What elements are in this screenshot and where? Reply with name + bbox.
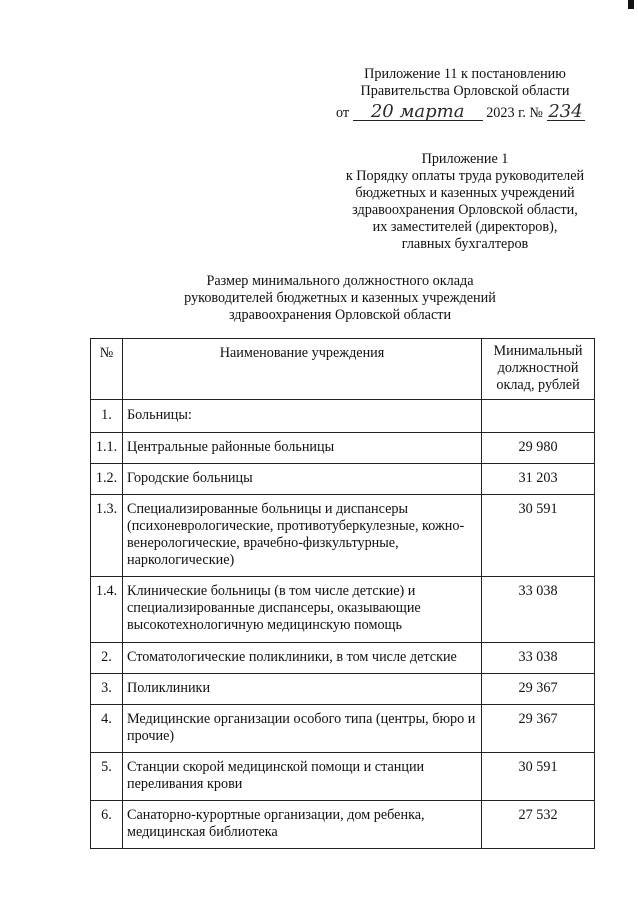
appendix-line: бюджетных и казенных учреждений xyxy=(355,185,575,201)
row-salary-value xyxy=(482,400,595,433)
row-institution-name: Санаторно-курортные организации, дом ребенка, медицинская библиотека xyxy=(122,801,481,849)
row-institution-name: Медицинские организации особого типа (центры, бюро и прочие) xyxy=(122,705,481,753)
appendix-line: главных бухгалтеров xyxy=(401,236,529,252)
table-row xyxy=(91,495,595,577)
header-number: № xyxy=(91,339,123,400)
row-number: 1.2. xyxy=(91,464,123,495)
row-number: 6. xyxy=(91,801,123,849)
date-prefix: от xyxy=(336,105,350,121)
row-number: 3. xyxy=(91,674,123,705)
resolution-line-1: Приложение 11 к постановлению xyxy=(364,66,566,82)
year-text: 2023 г. № xyxy=(486,105,543,121)
row-institution-name: Стоматологические поликлиники, в том числе детские xyxy=(122,643,481,674)
row-salary-value: 29 367 xyxy=(482,674,595,705)
header-salary: Минимальный должностной оклад, рублей xyxy=(482,339,595,400)
row-number: 4. xyxy=(91,705,123,753)
row-number: 1. xyxy=(91,400,123,433)
table-row xyxy=(91,674,595,705)
row-institution-name: Поликлиники xyxy=(122,674,481,705)
table-row xyxy=(91,753,595,801)
row-salary-value: 27 532 xyxy=(482,801,595,849)
row-number: 1.3. xyxy=(91,495,123,577)
table-row xyxy=(91,400,595,433)
title-line: Размер минимального должностного оклада xyxy=(206,273,474,289)
row-institution-name: Специализированные больницы и диспансеры (психоневрологические, противотуберкулезные, кожно-венерологические, врачебно-физкультурные, наркологические) xyxy=(122,495,481,577)
table-row xyxy=(91,705,595,753)
handwritten-date: 20 марта xyxy=(353,104,483,121)
resolution-reference xyxy=(330,66,600,100)
salary-table xyxy=(90,338,595,849)
appendix-line: к Порядку оплаты труда руководителей xyxy=(345,168,585,184)
row-salary-value: 31 203 xyxy=(482,464,595,495)
row-institution-name: Клинические больницы (в том числе детские) и специализированные диспансеры, оказывающие высокотехнологичную медицинскую помощь xyxy=(122,577,481,643)
document-title xyxy=(90,273,590,324)
row-institution-name: Станции скорой медицинской помощи и станции переливания крови xyxy=(122,753,481,801)
row-number: 5. xyxy=(91,753,123,801)
appendix-line: их заместителей (директоров), xyxy=(372,219,558,235)
table-row xyxy=(91,801,595,849)
resolution-line-2: Правительства Орловской области xyxy=(360,83,570,99)
title-line: здравоохранения Орловской области xyxy=(228,307,452,323)
table-row xyxy=(91,577,595,643)
table-row xyxy=(91,643,595,674)
corner-mark xyxy=(628,0,634,9)
resolution-date-line xyxy=(336,101,606,122)
row-salary-value: 29 980 xyxy=(482,433,595,464)
handwritten-number: 234 xyxy=(548,101,583,122)
row-number: 2. xyxy=(91,643,123,674)
table-header-row xyxy=(91,339,595,400)
table-row xyxy=(91,433,595,464)
appendix-line: Приложение 1 xyxy=(421,151,509,167)
table-body xyxy=(91,400,595,849)
header-name: Наименование учреждения xyxy=(122,339,481,400)
row-salary-value: 33 038 xyxy=(482,643,595,674)
row-salary-value: 30 591 xyxy=(482,495,595,577)
row-number: 1.1. xyxy=(91,433,123,464)
row-salary-value: 33 038 xyxy=(482,577,595,643)
appendix-line: здравоохранения Орловской области, xyxy=(352,202,578,218)
row-salary-value: 29 367 xyxy=(482,705,595,753)
row-institution-name: Городские больницы xyxy=(122,464,481,495)
row-institution-name: Больницы: xyxy=(122,400,481,433)
row-institution-name: Центральные районные больницы xyxy=(122,433,481,464)
row-salary-value: 30 591 xyxy=(482,753,595,801)
table-row xyxy=(91,464,595,495)
appendix-reference xyxy=(330,151,600,253)
row-number: 1.4. xyxy=(91,577,123,643)
title-line: руководителей бюджетных и казенных учреждений xyxy=(184,290,496,306)
